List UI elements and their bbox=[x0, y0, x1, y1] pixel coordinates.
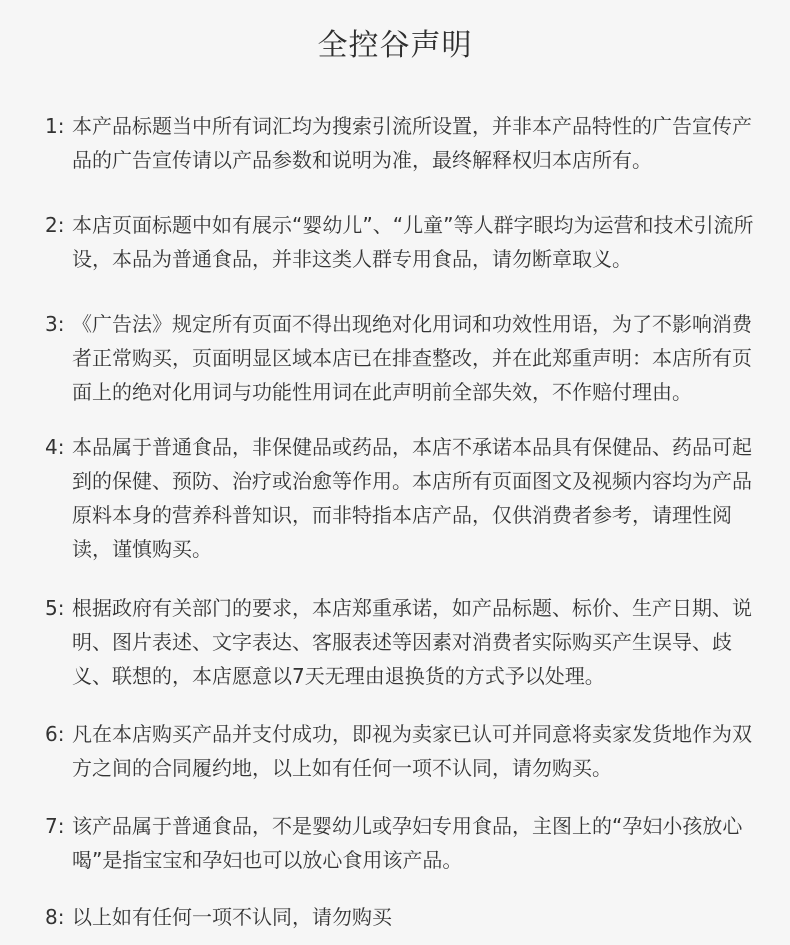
item-number: 2: bbox=[45, 213, 65, 237]
statement-item-7 bbox=[45, 809, 755, 877]
item-text: 以上如有任何一项不认同，请勿购买 bbox=[72, 905, 392, 929]
item-text: 本店页面标题中如有展示“婴幼儿”、“儿童”等人群字眼均为运营和技术引流所设，本品为普通食品，并非这类人群专用食品，请勿断章取义。 bbox=[72, 213, 754, 271]
item-number: 6: bbox=[45, 722, 65, 746]
item-number: 8: bbox=[45, 905, 65, 929]
statement-item-4 bbox=[45, 430, 755, 566]
page-title: 全控谷声明 bbox=[317, 28, 473, 63]
statement-item-8 bbox=[45, 900, 755, 934]
item-text: 本品属于普通食品，非保健品或药品，本店不承诺本品具有保健品、药品可起到的保健、预防、治疗或治愈等作用。本店所有页面图文及视频内容均为产品原料本身的营养科普知识，而非特指本店产品，仅供消费者参考，请理性阅读，谨慎购买。 bbox=[72, 435, 752, 561]
item-text: 根据政府有关部门的要求，本店郑重承诺，如产品标题、标价、生产日期、说明、图片表述、文字表达、客服表述等因素对消费者实际购买产生误导、歧义、联想的，本店愿意以7天无理由退换货的方式予以处理。 bbox=[72, 596, 752, 688]
statement-item-5 bbox=[45, 591, 755, 693]
item-text: 凡在本店购买产品并支付成功，即视为卖家已认可并同意将卖家发货地作为双方之间的合同履约地，以上如有任何一项不认同，请勿购买。 bbox=[72, 722, 752, 780]
item-number: 7: bbox=[45, 814, 65, 838]
item-number: 5: bbox=[45, 596, 65, 620]
item-number: 1: bbox=[45, 114, 65, 138]
item-number: 3: bbox=[45, 312, 65, 336]
item-text: 《广告法》规定所有页面不得出现绝对化用词和功效性用语，为了不影响消费者正常购买，页面明显区域本店已在排查整改，并在此郑重声明：本店所有页面上的绝对化用词与功能性用词在此声明前全部失效，不作赔付理由。 bbox=[72, 312, 752, 404]
item-number: 4: bbox=[45, 435, 65, 459]
statement-item-2 bbox=[45, 208, 755, 276]
statement-item-6 bbox=[45, 717, 755, 785]
statement-item-3 bbox=[45, 307, 755, 409]
item-text: 本产品标题当中所有词汇均为搜索引流所设置，并非本产品特性的广告宣传产品的广告宣传请以产品参数和说明为准，最终解释权归本店所有。 bbox=[72, 114, 752, 172]
statement-item-1 bbox=[45, 109, 755, 177]
item-text: 该产品属于普通食品，不是婴幼儿或孕妇专用食品，主图上的“孕妇小孩放心喝”是指宝宝和孕妇也可以放心食用该产品。 bbox=[72, 814, 743, 872]
